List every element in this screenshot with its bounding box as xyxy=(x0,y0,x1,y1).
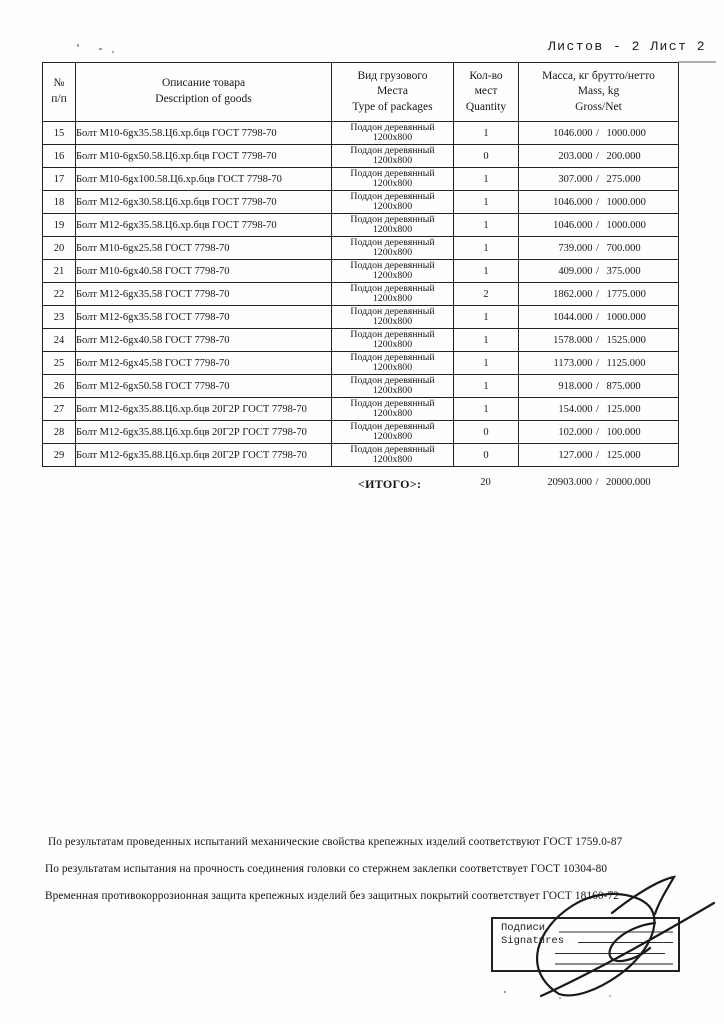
quantity-cell xyxy=(454,191,519,214)
table-row xyxy=(43,122,679,145)
goods-description xyxy=(76,352,332,375)
package-type-text: Поддон деревянный xyxy=(350,420,435,432)
package-type-text: Поддон деревянный xyxy=(350,305,435,317)
goods-description xyxy=(76,398,332,421)
mass-net: 100.000 xyxy=(606,426,641,438)
mass-cell xyxy=(519,398,679,421)
mass-separator: / xyxy=(596,288,599,300)
mass-cell xyxy=(519,421,679,444)
quantity-text: 1 xyxy=(483,173,489,185)
mass-pair xyxy=(529,197,669,208)
mass-gross: 918.000 xyxy=(558,380,593,392)
row-number-text: 15 xyxy=(53,127,65,139)
mass-net: 1125.000 xyxy=(606,357,646,369)
mass-cell xyxy=(519,168,679,191)
header-mass-en1: Mass, kg xyxy=(577,85,620,98)
mass-cell xyxy=(519,283,679,306)
goods-description xyxy=(76,168,332,191)
mass-cell xyxy=(519,237,679,260)
quantity-cell xyxy=(454,283,519,306)
quantity-cell xyxy=(454,168,519,191)
mass-separator: / xyxy=(596,449,599,461)
package-size-text: 1200х800 xyxy=(372,247,413,258)
totals-mass xyxy=(518,477,678,488)
package-cell xyxy=(332,283,454,306)
package-type-text: Поддон деревянный xyxy=(350,443,435,455)
mass-separator: / xyxy=(596,150,599,162)
goods-description-text: Болт М12-6gх40.58 ГОСТ 7798-70 xyxy=(76,334,230,346)
package-type-text: Поддон деревянный xyxy=(350,259,435,271)
package-size-text: 1200х800 xyxy=(372,431,413,442)
table-row xyxy=(43,283,679,306)
signature-line xyxy=(559,931,673,933)
mass-separator: / xyxy=(596,196,599,208)
mass-pair xyxy=(529,220,669,231)
mass-separator: / xyxy=(596,219,599,231)
quantity-text: 1 xyxy=(483,265,489,277)
table-row xyxy=(43,375,679,398)
goods-description-text: Болт М10-6gх25.58 ГОСТ 7798-70 xyxy=(76,242,230,254)
header-description-ru: Описание товара xyxy=(161,77,246,90)
row-number-text: 23 xyxy=(53,311,65,323)
signatures-label-en: Signatures xyxy=(501,935,565,947)
row-number-text: 26 xyxy=(53,380,65,392)
mass-separator: / xyxy=(596,357,599,369)
package-cell xyxy=(332,444,454,467)
row-number-text: 28 xyxy=(53,426,65,438)
package-type-text: Поддон деревянный xyxy=(350,190,435,202)
row-number xyxy=(43,214,76,237)
row-number xyxy=(43,421,76,444)
mass-cell xyxy=(519,352,679,375)
package-type-text: Поддон деревянный xyxy=(350,328,435,340)
package-cell xyxy=(332,306,454,329)
package-size-text: 1200х800 xyxy=(372,408,413,419)
quantity-cell xyxy=(454,122,519,145)
header-package-ru1: Вид грузового xyxy=(357,69,428,82)
package-type-text: Поддон деревянный xyxy=(350,121,435,133)
totals-row xyxy=(42,477,678,493)
quantity-cell xyxy=(454,444,519,467)
mass-net: 1000.000 xyxy=(606,311,646,323)
table-row xyxy=(43,444,679,467)
package-cell xyxy=(332,352,454,375)
totals-gross: 20903.000 xyxy=(547,477,592,488)
mass-gross: 1044.000 xyxy=(553,311,593,323)
goods-description xyxy=(76,444,332,467)
mass-gross: 739.000 xyxy=(558,242,593,254)
package-cell xyxy=(332,191,454,214)
mass-net: 1775.000 xyxy=(606,288,646,300)
goods-description xyxy=(76,329,332,352)
goods-description xyxy=(76,214,332,237)
package-size-text: 1200х800 xyxy=(372,316,413,327)
quantity-text: 0 xyxy=(483,426,489,438)
table-row xyxy=(43,214,679,237)
quantity-cell xyxy=(454,398,519,421)
mass-net: 700.000 xyxy=(606,242,641,254)
row-number xyxy=(43,375,76,398)
package-type-text: Поддон деревянный xyxy=(350,167,435,179)
table-row xyxy=(43,329,679,352)
row-number-text: 24 xyxy=(53,334,65,346)
row-number-text: 19 xyxy=(53,219,65,231)
mass-gross: 1862.000 xyxy=(553,288,593,300)
quantity-text: 0 xyxy=(483,449,489,461)
mass-separator: / xyxy=(596,242,599,254)
goods-description-text: Болт М12-6gх50.58 ГОСТ 7798-70 xyxy=(76,380,230,392)
package-cell xyxy=(332,237,454,260)
mass-net: 125.000 xyxy=(606,403,641,415)
signature-line xyxy=(555,963,673,965)
quantity-text: 1 xyxy=(483,334,489,346)
mass-separator: / xyxy=(596,265,599,277)
mass-separator: / xyxy=(596,311,599,323)
package-type-text: Поддон деревянный xyxy=(350,236,435,248)
table-row xyxy=(43,168,679,191)
totals-net: 20000.000 xyxy=(606,477,651,488)
row-number-text: 20 xyxy=(53,242,65,254)
package-type-text: Поддон деревянный xyxy=(350,144,435,156)
header-description xyxy=(76,63,332,122)
row-number xyxy=(43,352,76,375)
mass-pair xyxy=(529,289,669,300)
note-gost-1759: По результатам проведенных испытаний механические свойства крепежных изделий соответствуют ГОСТ 1759.0-87 xyxy=(48,836,623,848)
package-cell xyxy=(332,145,454,168)
quantity-text: 2 xyxy=(483,288,489,300)
table-row xyxy=(43,237,679,260)
goods-description xyxy=(76,237,332,260)
table-header-row xyxy=(43,63,679,122)
row-number-text: 27 xyxy=(53,403,65,415)
goods-table xyxy=(42,62,679,467)
row-number xyxy=(43,191,76,214)
row-number-text: 21 xyxy=(53,265,65,277)
header-number xyxy=(43,63,76,122)
scan-speck xyxy=(609,995,611,997)
mass-gross: 1578.000 xyxy=(553,334,593,346)
header-mass xyxy=(519,63,679,122)
package-cell xyxy=(332,122,454,145)
quantity-text: 1 xyxy=(483,196,489,208)
package-type-text: Поддон деревянный xyxy=(350,213,435,225)
mass-net: 1000.000 xyxy=(606,219,646,231)
row-number xyxy=(43,329,76,352)
scan-speck xyxy=(112,51,114,53)
mass-pair xyxy=(529,128,669,139)
package-type-text: Поддон деревянный xyxy=(350,351,435,363)
header-number-ru2: п/п xyxy=(51,93,67,105)
package-cell xyxy=(332,214,454,237)
scan-line-artifact xyxy=(678,61,716,63)
header-quantity-ru1: Кол-во xyxy=(469,69,503,82)
mass-pair xyxy=(529,427,669,438)
mass-cell xyxy=(519,145,679,168)
mass-gross: 1046.000 xyxy=(553,219,593,231)
quantity-cell xyxy=(454,237,519,260)
package-size-text: 1200х800 xyxy=(372,362,413,373)
mass-cell xyxy=(519,214,679,237)
mass-cell xyxy=(519,260,679,283)
quantity-cell xyxy=(454,329,519,352)
goods-description xyxy=(76,421,332,444)
mass-separator: / xyxy=(596,426,599,438)
quantity-cell xyxy=(454,375,519,398)
row-number-text: 17 xyxy=(53,173,65,185)
row-number xyxy=(43,398,76,421)
row-number-text: 16 xyxy=(53,150,65,162)
package-type-text: Поддон деревянный xyxy=(350,374,435,386)
goods-description-text: Болт М12-6gх35.58 ГОСТ 7798-70 xyxy=(76,311,230,323)
row-number xyxy=(43,237,76,260)
mass-gross: 1046.000 xyxy=(553,196,593,208)
goods-description-text: Болт М12-6gх35.88.Ц6.хр.бцв 20Г2Р ГОСТ 7798-70 xyxy=(76,426,307,438)
quantity-text: 1 xyxy=(483,311,489,323)
package-type-text: Поддон деревянный xyxy=(350,397,435,409)
goods-description xyxy=(76,283,332,306)
package-size-text: 1200х800 xyxy=(372,385,413,396)
goods-description-text: Болт М12-6gх30.58.Ц6.хр.бцв ГОСТ 7798-70 xyxy=(76,196,277,208)
quantity-cell xyxy=(454,352,519,375)
scan-speck xyxy=(99,48,102,50)
mass-cell xyxy=(519,122,679,145)
package-cell xyxy=(332,421,454,444)
goods-description xyxy=(76,306,332,329)
mass-gross: 1173.000 xyxy=(553,357,593,369)
row-number xyxy=(43,168,76,191)
quantity-cell xyxy=(454,260,519,283)
header-mass-en2: Gross/Net xyxy=(575,100,622,113)
mass-cell xyxy=(519,191,679,214)
header-package-ru2: Места xyxy=(377,85,408,98)
goods-description xyxy=(76,145,332,168)
header-package-en: Type of packages xyxy=(352,100,433,113)
mass-net: 1000.000 xyxy=(606,196,646,208)
package-size-text: 1200х800 xyxy=(372,155,413,166)
mass-pair xyxy=(529,358,669,369)
mass-separator: / xyxy=(596,403,599,415)
mass-separator: / xyxy=(596,173,599,185)
signatures-label xyxy=(501,922,564,948)
quantity-text: 1 xyxy=(483,357,489,369)
header-mass-ru: Масса, кг брутто/нетто xyxy=(542,69,655,82)
row-number-text: 22 xyxy=(53,288,65,300)
mass-pair xyxy=(529,404,669,415)
totals-label: <ИТОГО>: xyxy=(358,477,422,491)
totals-quantity: 20 xyxy=(480,477,491,488)
quantity-text: 0 xyxy=(483,150,489,162)
goods-description-text: Болт М10-6gх100.58.Ц6.хр.бцв ГОСТ 7798-70 xyxy=(76,173,282,185)
header-quantity-en: Quantity xyxy=(465,100,507,113)
goods-table-body xyxy=(43,122,679,467)
mass-gross: 409.000 xyxy=(558,265,593,277)
header-package xyxy=(332,63,454,122)
package-size-text: 1200х800 xyxy=(372,270,413,281)
mass-cell xyxy=(519,375,679,398)
header-quantity xyxy=(454,63,519,122)
table-row xyxy=(43,306,679,329)
package-size-text: 1200х800 xyxy=(372,293,413,304)
quantity-text: 1 xyxy=(483,403,489,415)
mass-gross: 154.000 xyxy=(558,403,593,415)
row-number xyxy=(43,306,76,329)
row-number xyxy=(43,145,76,168)
signature-line xyxy=(578,942,673,943)
package-cell xyxy=(332,168,454,191)
mass-net: 1000.000 xyxy=(606,127,646,139)
mass-pair xyxy=(529,450,669,461)
goods-description-text: Болт М12-6gх35.88.Ц6.хр.бцв 20Г2Р ГОСТ 7798-70 xyxy=(76,449,307,461)
quantity-cell xyxy=(454,306,519,329)
package-size-text: 1200х800 xyxy=(372,339,413,350)
mass-pair xyxy=(529,243,669,254)
signatures-box xyxy=(491,917,680,972)
mass-cell xyxy=(519,306,679,329)
quantity-cell xyxy=(454,214,519,237)
note-gost-10304: По результатам испытания на прочность соединения головки со стержнем заклепки соответствует ГОСТ 10304-80 xyxy=(45,863,608,875)
mass-pair xyxy=(529,335,669,346)
goods-description xyxy=(76,122,332,145)
package-cell xyxy=(332,375,454,398)
table-row xyxy=(43,260,679,283)
quantity-text: 1 xyxy=(483,219,489,231)
mass-separator: / xyxy=(596,127,599,139)
goods-description xyxy=(76,260,332,283)
goods-description-text: Болт М10-6gх35.58.Ц6.хр.бцв ГОСТ 7798-70 xyxy=(76,127,277,139)
mass-pair xyxy=(529,312,669,323)
scan-speck xyxy=(559,997,561,999)
totals-mass-separator: / xyxy=(595,477,599,488)
goods-description-text: Болт М10-6gх50.58.Ц6.хр.бцв ГОСТ 7798-70 xyxy=(76,150,277,162)
mass-pair xyxy=(529,381,669,392)
goods-description-text: Болт М10-6gх40.58 ГОСТ 7798-70 xyxy=(76,265,230,277)
package-cell xyxy=(332,398,454,421)
goods-description-text: Болт М12-6gх35.58.Ц6.хр.бцв ГОСТ 7798-70 xyxy=(76,219,277,231)
signature-line xyxy=(555,953,665,954)
package-size-text: 1200х800 xyxy=(372,454,413,465)
package-size-text: 1200х800 xyxy=(372,132,413,143)
quantity-text: 1 xyxy=(483,380,489,392)
scan-speck xyxy=(504,991,506,993)
goods-description-text: Болт М12-6gх45.58 ГОСТ 7798-70 xyxy=(76,357,230,369)
table-row xyxy=(43,191,679,214)
package-size-text: 1200х800 xyxy=(372,201,413,212)
goods-description xyxy=(76,375,332,398)
compliance-notes xyxy=(45,836,685,917)
mass-pair xyxy=(529,174,669,185)
table-row xyxy=(43,145,679,168)
row-number xyxy=(43,283,76,306)
mass-pair xyxy=(529,266,669,277)
table-row xyxy=(43,398,679,421)
row-number-text: 29 xyxy=(53,449,65,461)
package-type-text: Поддон деревянный xyxy=(350,282,435,294)
mass-separator: / xyxy=(596,334,599,346)
mass-net: 1525.000 xyxy=(606,334,646,346)
row-number-text: 18 xyxy=(53,196,65,208)
mass-gross: 127.000 xyxy=(558,449,593,461)
quantity-text: 1 xyxy=(483,242,489,254)
header-quantity-ru2: мест xyxy=(474,85,498,98)
row-number xyxy=(43,260,76,283)
header-description-en: Description of goods xyxy=(155,93,252,105)
row-number xyxy=(43,122,76,145)
package-size-text: 1200х800 xyxy=(372,178,413,189)
quantity-cell xyxy=(454,145,519,168)
mass-gross: 203.000 xyxy=(558,150,593,162)
mass-net: 275.000 xyxy=(606,173,641,185)
mass-gross: 1046.000 xyxy=(553,127,593,139)
sheet-counter: Листов - 2 Лист 2 xyxy=(547,39,706,54)
package-cell xyxy=(332,260,454,283)
row-number xyxy=(43,444,76,467)
mass-net: 375.000 xyxy=(606,265,641,277)
package-cell xyxy=(332,329,454,352)
mass-cell xyxy=(519,444,679,467)
scan-speck xyxy=(77,44,79,47)
note-gost-18160: Временная противокоррозионная защита крепежных изделий без защитных покрытий соответствует ГОСТ 18160-72 xyxy=(45,890,619,902)
goods-description xyxy=(76,191,332,214)
quantity-cell xyxy=(454,421,519,444)
goods-description-text: Болт М12-6gх35.58 ГОСТ 7798-70 xyxy=(76,288,230,300)
goods-description-text: Болт М12-6gх35.88.Ц6.хр.бцв 20Г2Р ГОСТ 7798-70 xyxy=(76,403,307,415)
header-number-ru: № xyxy=(53,77,65,90)
mass-gross: 307.000 xyxy=(558,173,593,185)
mass-cell xyxy=(519,329,679,352)
mass-separator: / xyxy=(596,380,599,392)
package-size-text: 1200х800 xyxy=(372,224,413,235)
mass-net: 200.000 xyxy=(606,150,641,162)
mass-net: 125.000 xyxy=(606,449,641,461)
row-number-text: 25 xyxy=(53,357,65,369)
quantity-text: 1 xyxy=(483,127,489,139)
mass-net: 875.000 xyxy=(606,380,641,392)
signatures-label-ru: Подписи xyxy=(501,922,546,934)
mass-gross: 102.000 xyxy=(558,426,593,438)
table-row xyxy=(43,352,679,375)
mass-pair xyxy=(529,151,669,162)
table-row xyxy=(43,421,679,444)
